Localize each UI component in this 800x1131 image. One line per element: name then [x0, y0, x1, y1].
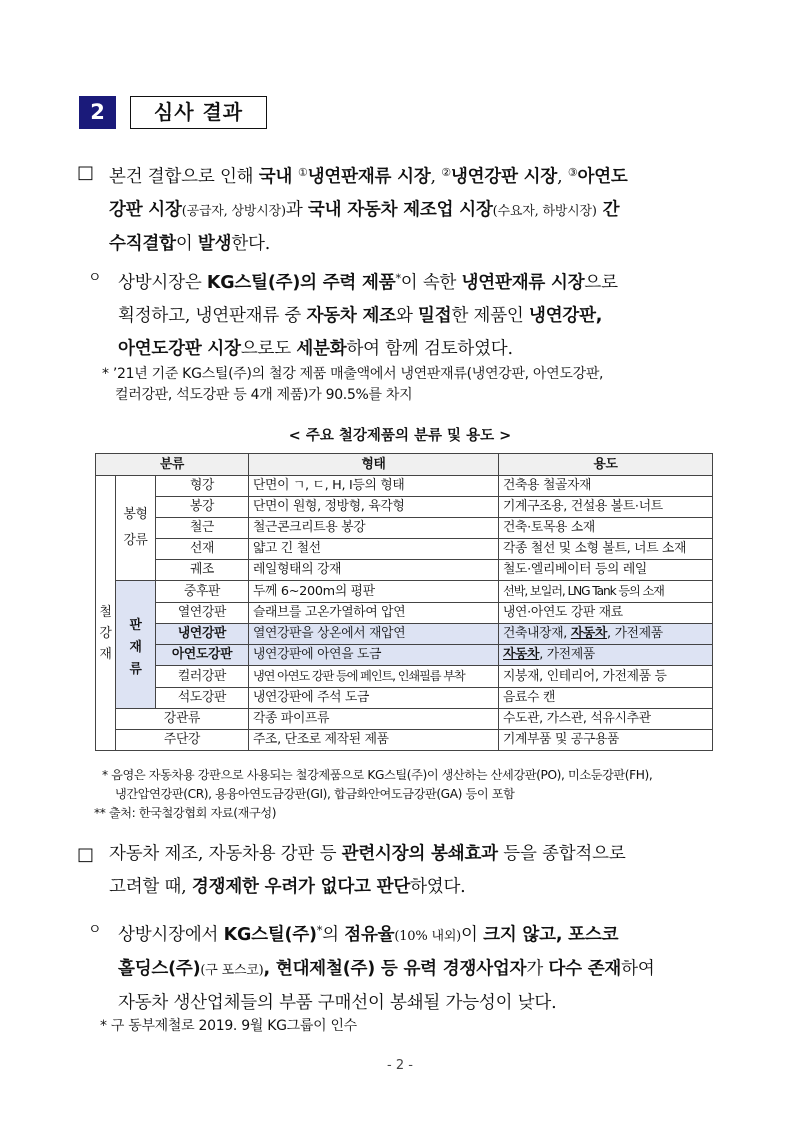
group-steel-material: 철 강 재: [96, 476, 116, 751]
group-plate-section: 판 재 류: [116, 581, 156, 709]
table-row: [96, 497, 713, 518]
header-form: 형태: [249, 454, 499, 476]
paragraph-upstream-market: ㅇ 상방시장은 KG스틸(주)의 주력 제품*이 속한 냉연판재류 시장으로 획정하고, 냉연판재류 중 자동차 제조와 밀접한 제품인 냉연강판, 아연도강판 시장으로도 세분화하여 함께 검토하였다.: [88, 262, 733, 366]
footnote-sales-share: * ’21년 기준 KG스틸(주)의 철강 제품 매출액에서 냉연판재류(냉연강판, 아연도강판, 컬러강판, 석도강판 등 4개 제품)가 90.5%를 차지: [102, 366, 604, 403]
item-form: 레일형태의 강재: [249, 560, 499, 581]
item-name: 아연도강판: [156, 645, 249, 666]
item-name: 철근: [156, 518, 249, 539]
item-use: 수도관, 가스관, 석유시추관: [499, 709, 713, 730]
section-title: 심사 결과: [130, 96, 267, 129]
item-form: 단면이 원형, 정방형, 육각형: [249, 497, 499, 518]
table-row: [96, 603, 713, 624]
item-name: 형강: [156, 476, 249, 497]
item-use: 자동차, 가전제품: [499, 645, 713, 666]
item-form: 각종 파이프류: [249, 709, 499, 730]
table-footnotes: * 음영은 자동차용 강판으로 사용되는 철강제품으로 KG스틸(주)이 생산하는 산세강판(PO), 미소둔강판(FH), 냉간압연강판(CR), 용융아연도금강판(GI), 합금화안여도금강판(GA) 등이 포함 ** 출처: 한국철강협회 자료(재구성): [94, 768, 653, 820]
paragraph-market-share: ㅇ 상방시장에서 KG스틸(주)*의 점유율(10% 내외)이 크지 않고, 포스코 홀딩스(주)(구 포스코), 현대제철(주) 등 유력 경쟁사업자가 다수 존재하여 자동차 생산업체들의 부품 구매선이 봉쇄될 가능성이 낮다.: [88, 914, 733, 1020]
table-row: [96, 539, 713, 560]
table-row: [96, 476, 713, 497]
item-form: 얇고 긴 철선: [249, 539, 499, 560]
table-row-highlighted: [96, 645, 713, 666]
square-bullet-icon: □: [77, 844, 94, 865]
item-use: 기계구조용, 건설용 볼트·너트: [499, 497, 713, 518]
circle-bullet-icon: ㅇ: [88, 922, 102, 938]
table-row: [96, 666, 713, 688]
item-use: 건축내장재, 자동차, 가전제품: [499, 624, 713, 645]
item-use: 냉연·아연도 강판 재료: [499, 603, 713, 624]
table-header-row: [96, 454, 713, 476]
item-use: 건축·토목용 소재: [499, 518, 713, 539]
item-form: 두께 6~200m의 평판: [249, 581, 499, 603]
item-name: 궤조: [156, 560, 249, 581]
table-row: [96, 581, 713, 603]
item-form: 철근콘크리트용 봉강: [249, 518, 499, 539]
item-name: 컬러강판: [156, 666, 249, 688]
table-row: [96, 709, 713, 730]
item-name: 강관류: [116, 709, 249, 730]
item-use: 각종 철선 및 소형 볼트, 너트 소재: [499, 539, 713, 560]
header-category: 분류: [96, 454, 249, 476]
item-name: 중후판: [156, 581, 249, 603]
item-name: 봉강: [156, 497, 249, 518]
item-form: 냉연강판에 주석 도금: [249, 688, 499, 709]
item-name: 선재: [156, 539, 249, 560]
item-use: 철도·엘리베이터 등의 레일: [499, 560, 713, 581]
item-form: 열연강판을 상온에서 재압연: [249, 624, 499, 645]
header-use: 용도: [499, 454, 713, 476]
item-form: 냉연 아연도 강판 등에 페인트, 인쇄필름 부착: [249, 666, 499, 688]
item-use: 음료수 캔: [499, 688, 713, 709]
item-use: 선박, 보일러, LNG Tank 등의 소재: [499, 581, 713, 603]
item-name: 석도강판: [156, 688, 249, 709]
paragraph-conclusion: □ 자동차 제조, 자동차용 강판 등 관련시장의 봉쇄효과 등을 종합적으로 고려할 때, 경쟁제한 우려가 없다고 판단하였다.: [77, 838, 737, 904]
item-use: 지붕재, 인테리어, 가전제품 등: [499, 666, 713, 688]
footnote-company-history: * 구 동부제철로 2019. 9월 KG그룹이 인수: [100, 1018, 357, 1034]
table-title: < 주요 철강제품의 분류 및 용도 >: [288, 428, 512, 444]
table-row: [96, 560, 713, 581]
item-use: 기계부품 및 공구용품: [499, 730, 713, 751]
section-number-badge: 2: [79, 96, 116, 129]
page-number: - 2 -: [387, 1058, 413, 1073]
square-bullet-icon: □: [77, 162, 94, 183]
table-row-highlighted: [96, 624, 713, 645]
item-form: 냉연강판에 아연을 도금: [249, 645, 499, 666]
paragraph-result-summary: □ 본건 결합으로 인해 국내 ①냉연판재류 시장, ②냉연강판 시장, ③아연도 강판 시장(공급자, 상방시장)과 국내 자동차 제조업 시장(수요자, 하방시장) 간 수직결합이 발생한다.: [77, 156, 737, 261]
item-form: 슬래브를 고온가열하여 압연: [249, 603, 499, 624]
steel-products-table: [95, 453, 713, 751]
item-form: 단면이 ㄱ, ㄷ, H, I등의 형태: [249, 476, 499, 497]
table-row: [96, 688, 713, 709]
circle-bullet-icon: ㅇ: [88, 270, 102, 286]
table-row: [96, 518, 713, 539]
group-bar-section: 봉형 강류: [116, 476, 156, 581]
item-name: 냉연강판: [156, 624, 249, 645]
item-name: 열연강판: [156, 603, 249, 624]
item-use: 건축용 철골자재: [499, 476, 713, 497]
table-row: [96, 730, 713, 751]
item-name: 주단강: [116, 730, 249, 751]
item-form: 주조, 단조로 제작된 제품: [249, 730, 499, 751]
